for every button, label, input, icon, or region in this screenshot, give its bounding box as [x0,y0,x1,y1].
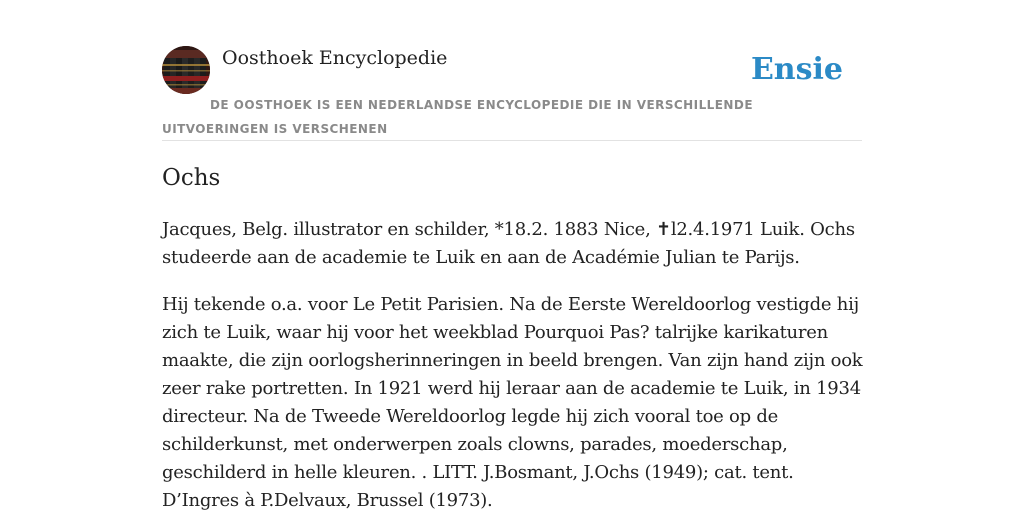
site-header [162,46,862,141]
article-paragraph: Hij tekende o.a. voor Le Petit Parisien. Na de Eerste Wereldoorlog vestigde hij zich te Luik, waar hij voor het weekblad Pourquoi Pas? talrijke karikaturen maakte, die zijn oorlogsherinneringen in beeld brengen. Van zijn hand zijn ook zeer rake portretten. In 1921 werd hij leraar aan de academie te Luik, in 1934 directeur. Na de Tweede Wereldoorlog legde hij zich vooral toe op de schilderkunst, met onderwerpen zoals clowns, parades, moederschap, geschilderd in helle kleuren. . LITT. J.Bosmant, J.Ochs (1949); cat. tent. D’Ingres à P.Delvaux, Brussel (1973). [162,294,863,511]
article-paragraph: Jacques, Belg. illustrator en schilder, *18.2. 1883 Nice, ✝l2.4.1971 Luik. Ochs studeerde aan de academie te Luik en aan de Académie Julian te Parijs. [162,219,855,268]
brand-logo-link[interactable]: Ensie [750,52,843,87]
article-title: Ochs [162,165,221,191]
encyclopedia-books-icon[interactable] [162,46,210,94]
article [162,160,866,512]
site-title[interactable]: Oosthoek Encyclopedie [222,47,448,69]
site-tagline: DE OOSTHOEK IS EEN NEDERLANDSE ENCYCLOPEDIE DIE IN VERSCHILLENDE UITVOERINGEN IS VERSCHENEN [162,98,753,136]
